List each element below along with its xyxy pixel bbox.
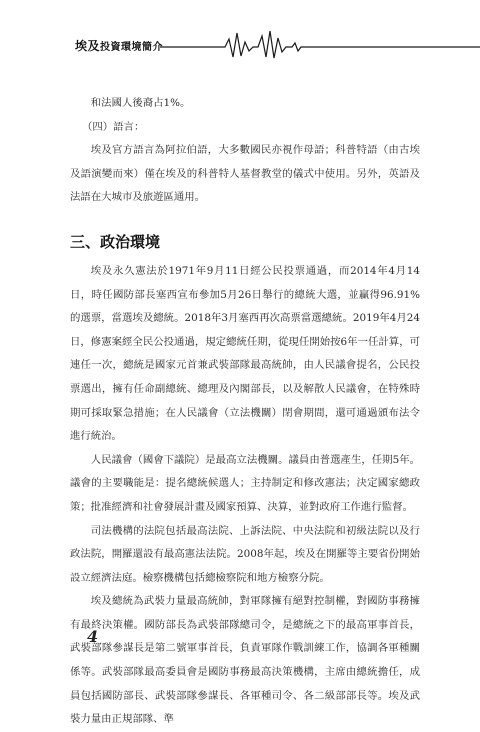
document-body	[70, 92, 420, 732]
politics-paragraph-2: 人民議會（國會下議院）是最高立法機關。議員由普選產生，任期5年。議會的主要職能是：提名總統候選人；主持制定和修改憲法；決定國家總政策；批准經濟和社會發展計畫及國家預算、決算，並對政府工作進行監督。	[70, 453, 420, 513]
header-title	[75, 37, 163, 54]
running-header	[0, 0, 480, 70]
politics-paragraph-3: 司法機構的法院包括最高法院、上訴法院、中央法院和初級法院以及行政法院，開羅還設有最高憲法法院。2008年起，埃及在開羅等主要省份開始設立經濟法庭。檢察機構包括總檢察院和地方檢察分院。	[70, 524, 420, 584]
language-subheading: （四）語言：	[82, 120, 145, 133]
section-gap	[70, 210, 420, 216]
politics-paragraph-1: 埃及永久憲法於1971年9月11日經公民投票通過，而2014年4月14日，時任國防部長塞西宣布參加5月26日舉行的總統大選，並贏得96.91%的選票，當選埃及總統。2018年3月塞西再次高票當選總統。2019年4月24日，修憲案經全民公投通過，規定總統任期，從現任開始按6年一任計算，可連任一次，總統是國家元首兼武裝部隊最高統帥，由人民議會提名，公民投票選出，擁有任命副總統、總理及內閣部長，以及解散人民議會，在特殊時期可採取緊急措施；在人民議會（立法機關）閉會期間，還可通過頒布法令進行統治。	[70, 264, 420, 443]
politics-section-heading: 三、政治環境	[70, 232, 161, 251]
header-heartbeat-line	[0, 0, 480, 70]
politics-paragraph-4: 埃及總統為武裝力量最高統帥，對軍隊擁有絕對控制權，對國防事務擁有最終決策權。國防部長為武裝部隊總司令，是總統之下的最高軍事首長，武裝部隊參謀長是第二號軍事首長，負責軍隊作戰訓練工作，協調各軍種關係等。武裝部隊最高委員會是國防事務最高決策機構，主席由總統擔任，成員包括國防部長、武裝部隊參謀長、各軍種司令、各二級部部長等。埃及武裝力量由正規部隊、準	[70, 595, 420, 726]
page-number: 4	[87, 627, 99, 646]
header-rule-line	[160, 31, 480, 58]
language-paragraph: 埃及官方語言為阿拉伯語，大多數國民亦視作母語；科普特語（由古埃及語演變而來）僅在埃及的科普特人基督教堂的儀式中使用。另外，英語及法語在大城市及旅遊區通用。	[70, 144, 420, 204]
paragraph-continued: 和法國人後裔占1%。	[90, 97, 191, 109]
header-title-sub: 投資環境簡介	[100, 42, 164, 53]
header-title-main: 埃及	[75, 39, 101, 53]
